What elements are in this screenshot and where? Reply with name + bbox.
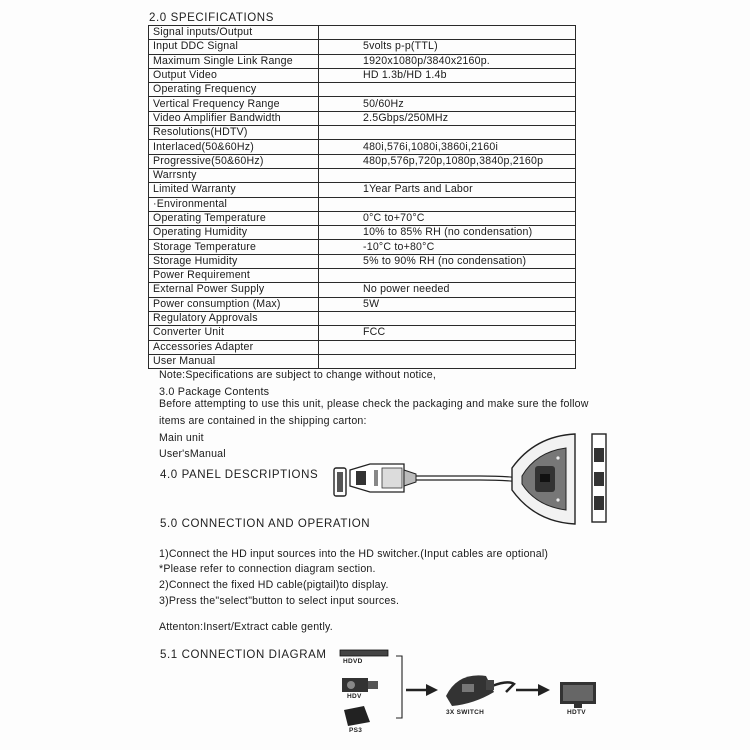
- ps3-console-icon: [344, 706, 370, 726]
- spec-row: [149, 168, 576, 182]
- spec-label: User Manual: [149, 354, 319, 368]
- spec-row: [149, 40, 576, 54]
- spec-row: [149, 240, 576, 254]
- spec-value: [319, 269, 576, 283]
- hdtv-icon: [560, 682, 596, 708]
- hdmi-plug-icon: [350, 464, 416, 492]
- specifications-title: 2.0 SPECIFICATIONS: [149, 12, 274, 24]
- spec-label: Accessories Adapter: [149, 340, 319, 354]
- source-bracket: [396, 656, 402, 718]
- hdvd-label: HDVD: [343, 658, 363, 665]
- spec-value: [319, 197, 576, 211]
- spec-label: Resolutions(HDTV): [149, 126, 319, 140]
- spec-row: [149, 26, 576, 40]
- spec-value: [319, 26, 576, 40]
- package-item: Main unit: [159, 432, 204, 444]
- spec-value: 480p,576p,720p,1080p,3840p,2160p: [319, 154, 576, 168]
- spec-value: 480i,576i,1080i,3860i,2160i: [319, 140, 576, 154]
- spec-row: [149, 269, 576, 283]
- spec-label: Converter Unit: [149, 326, 319, 340]
- spec-value: 5% to 90% RH (no condensation): [319, 254, 576, 268]
- spec-label: Power consumption (Max): [149, 297, 319, 311]
- spec-row: [149, 68, 576, 82]
- panel-descriptions-title: 4.0 PANEL DESCRIPTIONS: [160, 469, 319, 481]
- spec-row: [149, 183, 576, 197]
- connection-step: 3)Press the"select"button to select input sources.: [159, 595, 400, 607]
- spec-value: [319, 126, 576, 140]
- spec-label: Warrsnty: [149, 168, 319, 182]
- package-contents-title: 3.0 Package Contents: [159, 386, 270, 398]
- connection-step: *Please refer to connection diagram section.: [159, 563, 376, 575]
- spec-row: [149, 97, 576, 111]
- connection-diagram-title: 5.1 CONNECTION DIAGRAM: [160, 649, 327, 661]
- connection-step: 1)Connect the HD input sources into the HD switcher.(Input cables are optional): [159, 548, 549, 560]
- spec-value: 1Year Parts and Labor: [319, 183, 576, 197]
- spec-label: Operating Frequency: [149, 83, 319, 97]
- panel-drawing: [330, 430, 630, 530]
- spec-value: No power needed: [319, 283, 576, 297]
- connection-step: 2)Connect the fixed HD cable(pigtail)to display.: [159, 579, 389, 591]
- spec-value: [319, 83, 576, 97]
- package-intro-line-2: items are contained in the shipping carton:: [159, 415, 367, 427]
- spec-label: Storage Humidity: [149, 254, 319, 268]
- spec-value: [319, 311, 576, 325]
- spec-value: 50/60Hz: [319, 97, 576, 111]
- spec-label: Progressive(50&60Hz): [149, 154, 319, 168]
- specifications-table: [148, 25, 576, 369]
- spec-row: [149, 226, 576, 240]
- caution-note: Attenton:Insert/Extract cable gently.: [159, 621, 333, 633]
- switcher-body-icon: [512, 434, 575, 524]
- spec-row: [149, 126, 576, 140]
- spec-label: Regulatory Approvals: [149, 311, 319, 325]
- spec-label: Power Requirement: [149, 269, 319, 283]
- spec-value: 2.5Gbps/250MHz: [319, 111, 576, 125]
- spec-label: Operating Temperature: [149, 211, 319, 225]
- spec-label: External Power Supply: [149, 283, 319, 297]
- ps3-label: PS3: [349, 727, 363, 734]
- spec-row: [149, 340, 576, 354]
- spec-label: Vertical Frequency Range: [149, 97, 319, 111]
- spec-label: ·Environmental: [149, 197, 319, 211]
- spec-label: Signal inputs/Output: [149, 26, 319, 40]
- spec-row: [149, 154, 576, 168]
- spec-label: Video Amplifier Bandwidth: [149, 111, 319, 125]
- spec-row: [149, 211, 576, 225]
- spec-row: [149, 54, 576, 68]
- spec-value: [319, 340, 576, 354]
- hdtv-label: HDTV: [567, 709, 586, 716]
- spec-value: [319, 354, 576, 368]
- spec-row: [149, 297, 576, 311]
- spec-label: Operating Humidity: [149, 226, 319, 240]
- spec-row: [149, 140, 576, 154]
- specifications-note: Note:Specifications are subject to change without notice,: [159, 369, 436, 381]
- spec-row: [149, 326, 576, 340]
- package-item: User'sManual: [159, 448, 226, 460]
- hdv-label: HDV: [347, 693, 362, 700]
- spec-row: [149, 197, 576, 211]
- connection-diagram: [336, 648, 636, 748]
- spec-row: [149, 83, 576, 97]
- hdvd-player-icon: [340, 650, 388, 656]
- spec-value: 5W: [319, 297, 576, 311]
- spec-value: 5volts p-p(TTL): [319, 40, 576, 54]
- connection-title: 5.0 CONNECTION AND OPERATION: [160, 518, 371, 530]
- spec-value: FCC: [319, 326, 576, 340]
- spec-row: [149, 283, 576, 297]
- spec-label: Limited Warranty: [149, 183, 319, 197]
- spec-value: 1920x1080p/3840x2160p.: [319, 54, 576, 68]
- spec-value: -10°C to+80°C: [319, 240, 576, 254]
- spec-label: Input DDC Signal: [149, 40, 319, 54]
- spec-row: [149, 111, 576, 125]
- package-intro-line-1: Before attempting to use this unit, please check the packaging and make sure the follow: [159, 398, 589, 410]
- spec-row: [149, 311, 576, 325]
- spec-label: Storage Temperature: [149, 240, 319, 254]
- spec-value: 0°C to+70°C: [319, 211, 576, 225]
- hdv-camcorder-icon: [342, 678, 378, 692]
- switcher-ports-icon: [592, 434, 606, 522]
- switch-device-icon: [446, 675, 514, 706]
- pigtail-cable-icon: [416, 476, 520, 482]
- spec-label: Maximum Single Link Range: [149, 54, 319, 68]
- spec-value: 10% to 85% RH (no condensation): [319, 226, 576, 240]
- spec-value: HD 1.3b/HD 1.4b: [319, 68, 576, 82]
- spec-label: Interlaced(50&60Hz): [149, 140, 319, 154]
- spec-row: [149, 254, 576, 268]
- switch-label: 3X SWITCH: [446, 709, 485, 716]
- spec-label: Output Video: [149, 68, 319, 82]
- spec-value: [319, 168, 576, 182]
- spec-row: [149, 354, 576, 368]
